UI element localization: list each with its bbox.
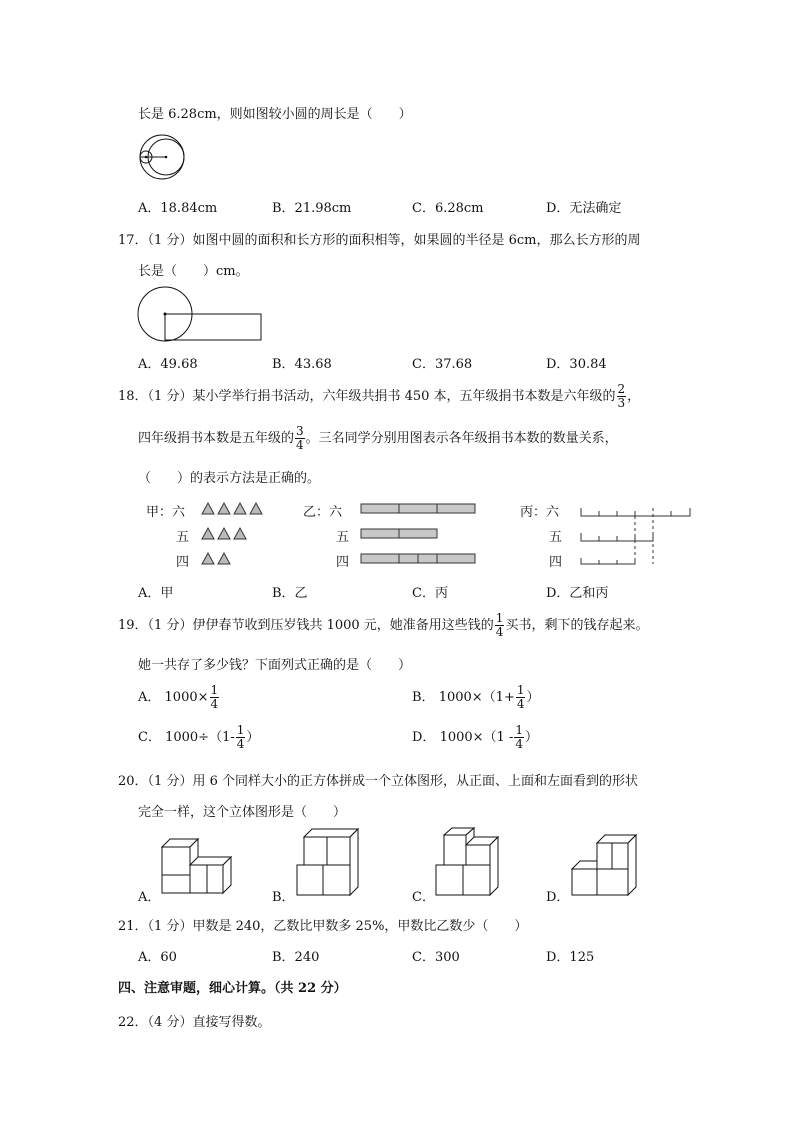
q20-option-d-cubes (570, 827, 640, 899)
q19-text-a: 19．（1 分）伊伊春节收到压岁钱共 1000 元，她准备用这些钱的 (118, 618, 494, 633)
q20-option-c[interactable]: C． (412, 890, 435, 905)
q18-option-b[interactable]: B．乙 (272, 586, 308, 601)
q18-fraction-two-thirds: $\frac{2}{3}$ (617, 382, 626, 410)
q18-text-b: ， (627, 389, 641, 404)
q17-option-a[interactable]: A．49.68 (138, 357, 198, 372)
bing-line-diagram (580, 500, 692, 566)
q19-text-b: 买书，剩下的钱存起来。 (505, 618, 649, 633)
q19-option-a-fraction: $\frac{1}{4}$ (210, 683, 219, 711)
q20-option-a-cubes (160, 834, 236, 900)
q20-option-a[interactable]: A． (138, 890, 161, 905)
q21-option-d[interactable]: D．125 (546, 950, 595, 965)
q18-stem-line3: （ ）的表示方法是正确的。 (138, 471, 321, 486)
jia-label-six: 甲：六 (146, 505, 186, 520)
q19-fraction-one-quarter: $\frac{1}{4}$ (495, 611, 504, 639)
q19-option-c-fraction: $\frac{1}{4}$ (236, 723, 245, 751)
q16-option-c[interactable]: C．6.28cm (412, 201, 484, 216)
q17-circle-rectangle-figure (138, 287, 266, 343)
bing-label-six: 丙：六 (520, 505, 560, 520)
q22-stem: 22．（4 分）直接写得数。 (118, 1015, 271, 1030)
section-four-heading: 四、注意审题，细心计算。（共 22 分） (118, 981, 347, 996)
q18-option-c[interactable]: C．丙 (412, 586, 448, 601)
q21-stem: 21．（1 分）甲数是 240，乙数比甲数多 25%，甲数比乙数少（ ） (118, 919, 528, 934)
bing-label-five: 五 (549, 530, 563, 545)
q17-stem-line2: 长是（ ）cm。 (138, 264, 249, 279)
q17-option-b[interactable]: B．43.68 (272, 357, 332, 372)
q16-stem: 长是 6.28cm，则如图较小圆的周长是（ ） (138, 107, 412, 122)
q18-option-a[interactable]: A．甲 (138, 586, 174, 601)
q19-option-a[interactable]: A． 1000× $\frac{1}{4}$ (138, 683, 219, 711)
q18-text-c: 四年级捐书本数是五年级的 (138, 431, 295, 446)
q19-option-b-fraction: $\frac{1}{4}$ (516, 683, 525, 711)
q18-stem-line1 (118, 383, 640, 410)
yi-bar-diagram (361, 503, 479, 567)
q18-text-a: 18．（1 分）某小学举行捐书活动，六年级共捐书 450 本，五年级捐书本数是六年级的 (118, 389, 616, 404)
q20-stem-line2: 完全一样，这个立体图形是（ ） (138, 805, 347, 820)
q17-stem-line1: 17．（1 分）如图中圆的面积和长方形的面积相等，如果圆的半径是 6cm，那么长方形的周 (118, 233, 641, 248)
q16-option-a[interactable]: A．18.84cm (138, 201, 218, 216)
q16-circles-figure (138, 134, 190, 180)
yi-label-five: 五 (336, 530, 350, 545)
yi-label-six: 乙：六 (303, 505, 343, 520)
q21-option-c[interactable]: C．300 (412, 950, 460, 965)
q18-option-d[interactable]: D．乙和丙 (546, 586, 609, 601)
q18-fraction-three-quarters: $\frac{3}{4}$ (296, 424, 304, 452)
q19-stem-line2: 她一共存了多少钱？下面列式正确的是（ ） (138, 658, 412, 673)
q18-text-d: 。三名同学分别用图表示各年级捐书本数的数量关系， (305, 431, 618, 446)
q17-option-d[interactable]: D．30.84 (546, 357, 607, 372)
q21-option-b[interactable]: B．240 (272, 950, 320, 965)
q19-option-c[interactable]: C． 1000÷（1- $\frac{1}{4}$ ） (138, 723, 260, 751)
jia-label-five: 五 (176, 530, 190, 545)
q20-option-d[interactable]: D． (546, 890, 570, 905)
q20-option-b-cubes (296, 827, 360, 899)
q20-stem-line1: 20．（1 分）用 6 个同样大小的正方体拼成一个立体图形，从正面、上面和左面看到的形状 (118, 774, 638, 789)
q20-option-c-cubes (434, 827, 504, 899)
q19-option-d-fraction: $\frac{1}{4}$ (515, 723, 523, 751)
yi-label-four: 四 (336, 555, 350, 570)
q16-option-d[interactable]: D．无法确定 (546, 201, 622, 216)
q17-option-c[interactable]: C．37.68 (412, 357, 473, 372)
q19-stem-line1 (118, 612, 648, 639)
q19-option-b[interactable]: B． 1000×（1+ $\frac{1}{4}$ ） (412, 683, 540, 711)
q21-option-a[interactable]: A．60 (138, 950, 177, 965)
q19-option-d[interactable]: D． 1000×（1 - $\frac{1}{4}$ ） (412, 723, 539, 751)
bing-label-four: 四 (549, 555, 563, 570)
jia-triangles (201, 502, 271, 568)
q18-stem-line2 (138, 425, 618, 452)
q16-option-b[interactable]: B．21.98cm (272, 201, 352, 216)
jia-label-four: 四 (176, 555, 190, 570)
q20-option-b[interactable]: B． (272, 890, 295, 905)
